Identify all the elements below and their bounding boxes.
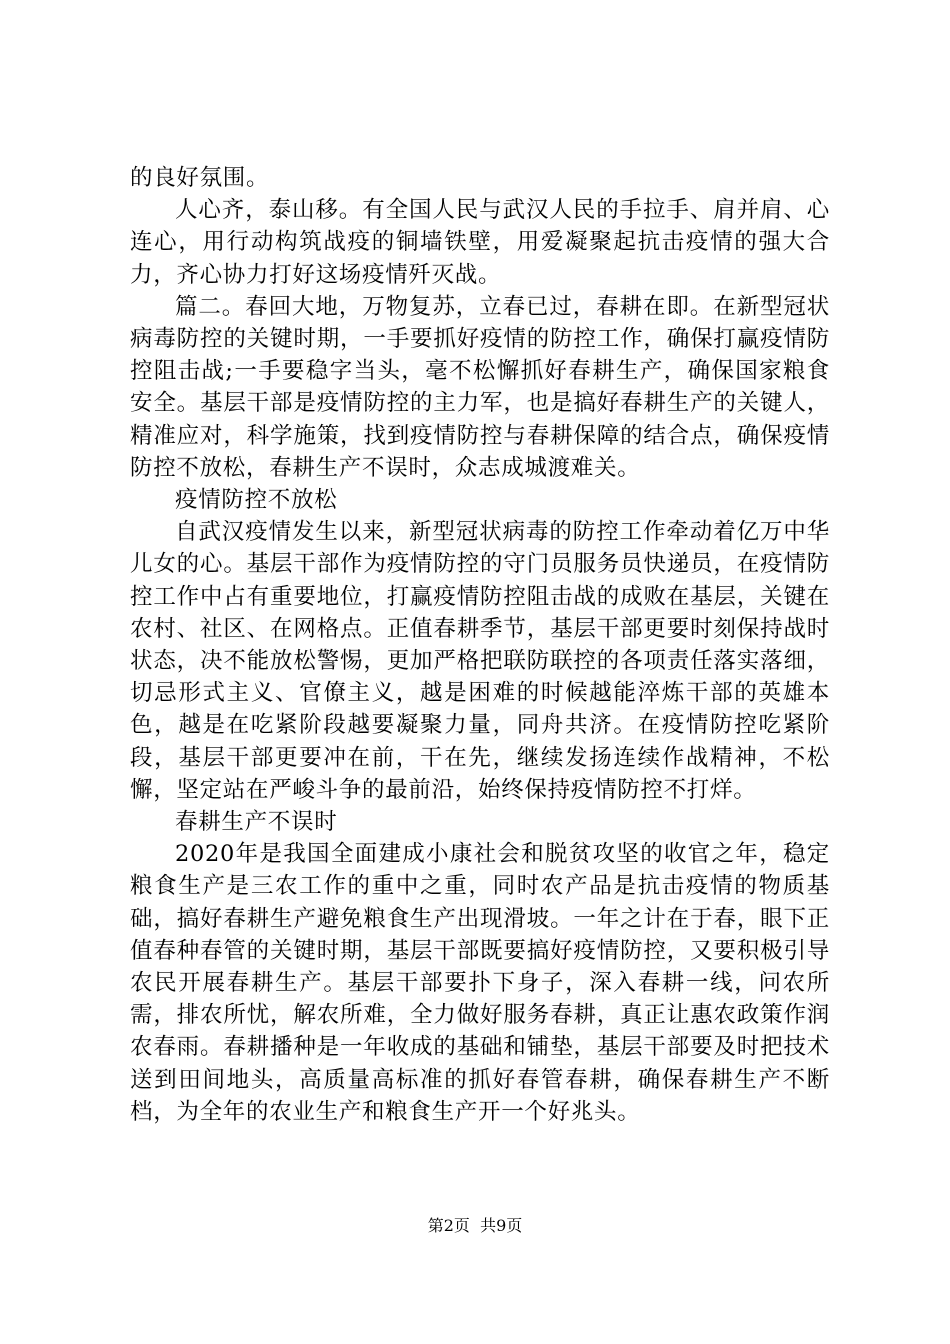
- paragraph-continuation: 的良好氛围。: [130, 165, 270, 191]
- paragraph-spring-farming: 2020年是我国全面建成小康社会和脱贫攻坚的收官之年，稳定粮食生产是三农工作的重中之重，同时农产品是抗击疫情的物质基础，搞好春耕生产避免粮食生产出现滑坡。一年之计在于春，眼下正值春种春管的关键时期，基层干部既要搞好疫情防控，又要积极引导农民开展春耕生产。基层干部要扑下身子，深入春耕一线，问农所需，排农所忧，解农所难，全力做好服务春耕，真正让惠农政策作润农春雨。春耕播种是一年收成的基础和铺垫，基层干部要及时把技术送到田间地头，高质量高标准的抓好春管春耕，确保春耕生产不断档，为全年的农业生产和粮食生产开一个好兆头。: [130, 841, 830, 1125]
- paragraph-epidemic-control: 自武汉疫情发生以来，新型冠状病毒的防控工作牵动着亿万中华儿女的心。基层干部作为疫情防控的守门员服务员快递员，在疫情防控工作中占有重要地位，打赢疫情防控阻击战的成败在基层，关键在农村、社区、在网格点。正值春耕季节，基层干部更要时刻保持战时状态，决不能放松警惕，更加严格把联防联控的各项责任落实落细，切忌形式主义、官僚主义，越是困难的时候越能淬炼干部的英雄本色，越是在吃紧阶段越要凝聚力量，同舟共济。在疫情防控吃紧阶段，基层干部更要冲在前，干在先，继续发扬连续作战精神，不松懈，坚定站在严峻斗争的最前沿，始终保持疫情防控不打烊。: [130, 519, 830, 803]
- paragraph-unity: 人心齐，泰山移。有全国人民与武汉人民的手拉手、肩并肩、心连心，用行动构筑战疫的铜墙铁壁，用爱凝聚起抗击疫情的强大合力，齐心协力打好这场疫情歼灭战。: [130, 197, 830, 288]
- section-heading-epidemic-control: 疫情防控不放松: [175, 487, 338, 514]
- page-footer: [0, 1216, 950, 1236]
- page-number-label: 第2页 共9页: [427, 1216, 523, 1235]
- paragraph-part-two-intro: 篇二。春回大地，万物复苏，立春已过，春耕在即。在新型冠状病毒防控的关键时期，一手要抓好疫情的防控工作，确保打赢疫情防控阻击战;一手要稳字当头，毫不松懈抓好春耕生产，确保国家粮食安全。基层干部是疫情防控的主力军，也是搞好春耕生产的关键人，精准应对，科学施策，找到疫情防控与春耕保障的结合点，确保疫情防控不放松，春耕生产不误时，众志成城渡难关。: [130, 293, 830, 481]
- document-body: [130, 162, 830, 1128]
- section-heading-spring-farming: 春耕生产不误时: [175, 809, 338, 836]
